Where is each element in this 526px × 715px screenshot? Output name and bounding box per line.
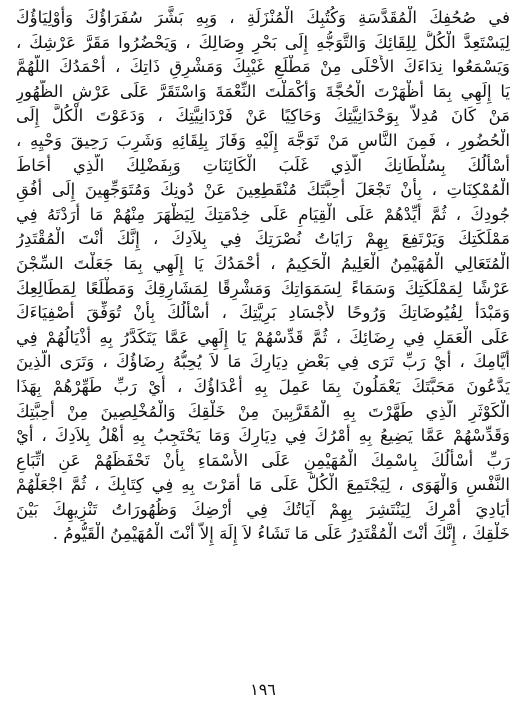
text-line: لِيَسْتَعِدَّ الْكُلُّ لِلِقَائِكَ وَالتَّوَجُّهِ إِلَى بَحْرِ وِصَالِكَ ، وَيَحْضُرُوا مَقَرَّ عَرْشِكَ ، [16, 32, 510, 52]
prayer-text-body [16, 6, 510, 547]
text-line: مَنْ كَانَ مُدِلاًّ بِوَحْدَانِيَّتِكَ وَحَاكِيًا عَنْ فَرْدَانِيَّتِكَ ، وَدَعَوْتَ الْكُلَّ إِلَى [16, 106, 510, 126]
text-line: مَمْلَكَتِكَ وَيَرْتَفِعَ بِهِمْ رَايَاتُ نُصْرَتِكَ فِي بِلاَدِكَ ، إِنَّكَ أَنْتَ الْمُقْتَدِرُ [16, 229, 510, 249]
text-line: وَمَبْدَأً لِفُيُوضَاتِكَ وَرُوحًا لأَجْسَادِ بَرِيَّتِكَ ، أَسْأَلُكَ بِأَنْ تُوَفِّقَ أَصْفِيَاءَكَ [16, 303, 510, 323]
text-line: أَسْأَلُكَ بِسُلْطَانِكَ الَّذِي غَلَبَ الْكَائِنَاتِ وَبِفَضْلِكَ الَّذِي أَحَاطَ [16, 155, 510, 175]
page-number: ١٩٦ [250, 680, 276, 699]
text-line: وَيَسْمَعُوا نِدَاءَكَ الأَحْلَى مِنْ مَطْلَعِ غَيْبِكَ وَمَشْرِقِ ذَاتِكَ ، أَحْمَدُكَ اللَّهُمَّ [16, 57, 510, 77]
text-line: الْمُتَعَالِي الْمُهَيْمِنُ الْعَلِيمُ الْحَكِيمُ ، أَحْمَدُكَ يَا إِلَهِي بِمَا جَعَلْتَ السِّجْنَ [16, 253, 510, 273]
text-line: يَدَّعُونَ مَحَبَّتَكَ يَعْمَلُونَ بِمَا عَمِلَ بِهِ أَعْدَاؤُكَ ، أَيْ رَبِّ طَهِّرْهُمْ بِهَذَا [16, 376, 510, 396]
text-line: في صُحُفِكَ الْمُقَدَّسَةِ وَكُتُبِكَ الْمُنْزَلَةِ ، وَبِهِ بَشَّرَ سُفَرَاؤُكَ وَأَوْلِيَاؤُكَ [16, 8, 510, 27]
text-line: رَبِّ أَسْأَلُكَ بِاسْمِكَ الْمُهَيْمِنِ عَلَى الأَسْمَاءِ بِأَنْ تَحْفَظَهُمْ عَنِ اتِّبَاعِ [16, 450, 510, 470]
text-line: أَيَادِيَ أَمْرِكَ لِيَنْتَشِرَ بِهِمْ آيَاتُكَ فِي أَرْضِكَ وَظُهُورَاتُ تَنْزِيهِكَ بَيْنَ [16, 499, 510, 519]
text-line: يَا إِلَهِي بِمَا أَظْهَرْتَ الْحُجَّةَ وَأَكْمَلْتَ النِّعْمَةَ وَاسْتَقَرَّ عَلَى عَرْشِ الظُّهُورِ [16, 81, 510, 101]
text-line: خَلْقِكَ ، إِنَّكَ أَنْتَ الْمُقْتَدِرُ عَلَى مَا تَشَاءُ لاَ إِلَهَ إِلاَّ أَنْتَ الْمُهَيْمِنُ الْقَيُّومُ . [52, 524, 510, 544]
text-line: النَّفْسِ وَالْهَوَى ، لِيَجْتَمِعَ الْكُلُّ عَلَى مَا أَمَرْتَ بِهِ فِي كِتَابِكَ ، ثُمَّ اجْعَلْهُمْ [16, 475, 510, 495]
text-line: الْكَوْثَرِ الَّذِي طَهَّرْتَ بِهِ الْمُقَرَّبِينَ مِنْ خَلْقِكَ وَالْمُخْلِصِينَ مِنْ أَحِبَّتِكَ [16, 401, 510, 421]
text-line: الْمُمْكِنَاتِ ، بِأَنْ تَجْعَلَ أَحِبَّتَكَ مُنْقَطِعِينَ عَنْ دُونِكَ وَمُتَوَجِّهِينَ إِلَى أُفُقِ [16, 180, 510, 200]
text-line: عَرْشًا لِمَمْلَكَتِكَ وَسَمَاءً لِسَمَوَاتِكَ وَمَشْرِقًا لِمَشَارِقِكَ وَمَطْلَعًا لِمَطَالِعِكَ [16, 278, 510, 298]
text-line: جُودِكَ ، ثُمَّ أَيِّدْهُمْ عَلَى الْقِيَامِ عَلَى خِدْمَتِكَ لِيَظْهَرَ مِنْهُمْ مَا أَرَدْتَهُ فِي [16, 204, 510, 224]
text-line: الْحُضُورِ ، فَمِنَ النَّاسِ مَنْ تَوَجَّهَ إِلَيْهِ وَفَازَ بِلِقَائِهِ وَشَرِبَ رَحِيقَ وَحْيِهِ ، [16, 130, 510, 150]
text-line: أَيَّامِكَ ، أَيْ رَبِّ تَرَى فِي بَعْضِ دِيَارِكَ مَا لاَ يُحِبُّهُ رِضَاؤُكَ ، وَتَرَى الَّذِينَ [16, 352, 510, 372]
text-line: عَلَى الْعَمَلِ فِي رِضَائِكَ ، ثُمَّ قَدِّسْهُمْ يَا إِلَهِي عَمَّا يَتَكَدَّرُ بِهِ أَذْيَالُهُمْ فِي [16, 327, 510, 347]
text-line: وَقَدِّسْهُمْ عَمَّا يَضِيعُ بِهِ أَمْرُكَ فِي دِيَارِكَ وَمَا يَحْتَجِبُ بِهِ أَهْلُ بِلاَدِكَ ، أَيْ [16, 426, 510, 446]
